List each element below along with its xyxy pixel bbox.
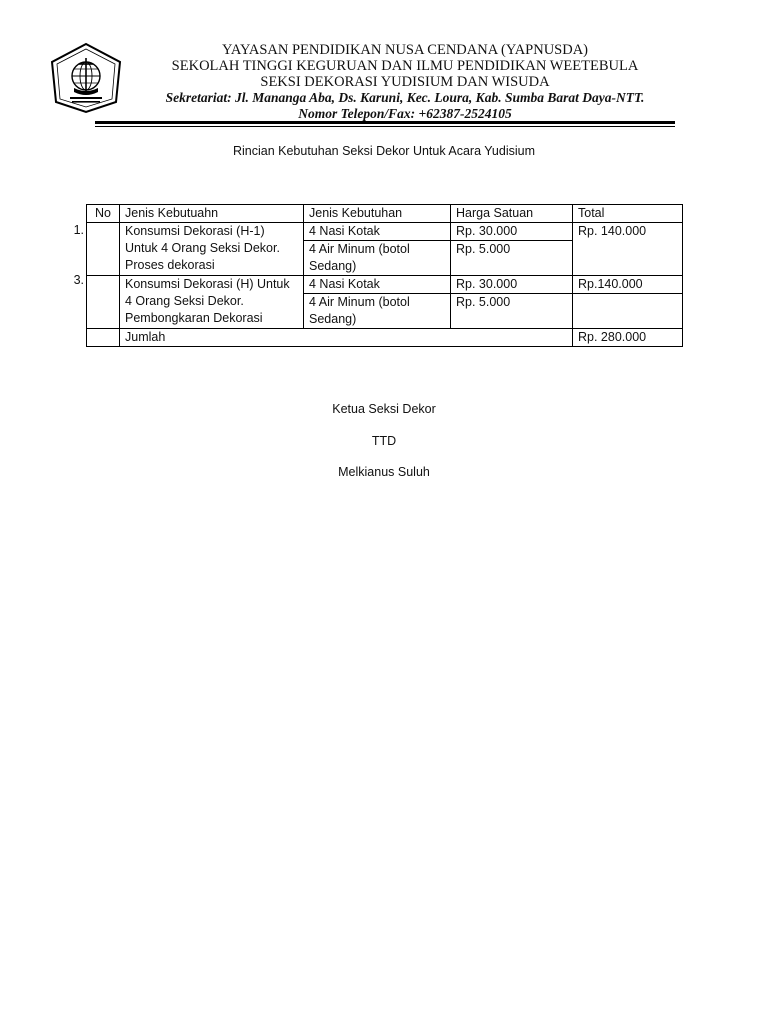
document-title: Rincian Kebutuhan Seksi Dekor Untuk Acara Yudisium	[232, 144, 536, 158]
foundation-name: YAYASAN PENDIDIKAN NUSA CENDANA (YAPNUSDA)	[221, 42, 589, 58]
no-cell	[87, 329, 120, 347]
table-row	[87, 223, 683, 241]
grand-total: Rp. 280.000	[573, 329, 683, 347]
table-header-row	[87, 205, 683, 223]
college-name: SEKOLAH TINGGI KEGURUAN DAN ILMU PENDIDIKAN WEETEBULA	[171, 58, 639, 74]
header-kebutuahn: Jenis Kebutuahn	[120, 205, 304, 223]
total-label: Jumlah	[120, 329, 573, 347]
letterhead	[135, 42, 675, 122]
secretariat-address: Sekretariat: Jl. Mananga Aba, Ds. Karuni, Kec. Loura, Kab. Sumba Barat Daya-NTT.	[165, 90, 645, 105]
row-number: 1.	[73, 223, 84, 237]
no-cell	[87, 223, 120, 276]
total-cell: Rp.140.000	[573, 276, 683, 294]
kebutuhan-cell: Konsumsi Dekorasi (H-1) Untuk 4 Orang Seksi Dekor. Proses dekorasi	[120, 223, 304, 276]
header-harga-satuan: Harga Satuan	[451, 205, 573, 223]
signature-name: Melkianus Suluh	[338, 465, 430, 479]
harga-cell: Rp. 30.000	[451, 223, 573, 241]
jenis-cell: 4 Air Minum (botol Sedang)	[304, 241, 451, 276]
institution-seal-icon	[48, 42, 124, 114]
harga-cell: Rp. 5.000	[451, 294, 573, 329]
letterhead-divider-thin	[95, 126, 675, 127]
kebutuhan-cell: Konsumsi Dekorasi (H) Untuk 4 Orang Seksi Dekor. Pembongkaran Dekorasi	[120, 276, 304, 329]
requirements-table	[86, 204, 683, 347]
total-cell-empty	[573, 294, 683, 329]
phone-fax: Nomor Telepon/Fax: +62387-2524105	[298, 106, 512, 121]
header-jenis-kebutuhan: Jenis Kebutuhan	[304, 205, 451, 223]
jenis-cell: 4 Nasi Kotak	[304, 276, 451, 294]
header-no: No	[87, 205, 120, 223]
section-name: SEKSI DEKORASI YUDISIUM DAN WISUDA	[260, 74, 550, 90]
harga-cell: Rp. 5.000	[451, 241, 573, 276]
jenis-cell: 4 Air Minum (botol Sedang)	[304, 294, 451, 329]
table-row	[87, 276, 683, 294]
table-total-row	[87, 329, 683, 347]
no-cell	[87, 276, 120, 329]
row-number: 3.	[73, 273, 84, 287]
harga-cell: Rp. 30.000	[451, 276, 573, 294]
signature-role: Ketua Seksi Dekor	[332, 402, 436, 416]
header-total: Total	[573, 205, 683, 223]
letterhead-divider-thick	[95, 121, 675, 124]
jenis-cell: 4 Nasi Kotak	[304, 223, 451, 241]
signature-mark: TTD	[371, 434, 397, 448]
total-cell: Rp. 140.000	[573, 223, 683, 276]
